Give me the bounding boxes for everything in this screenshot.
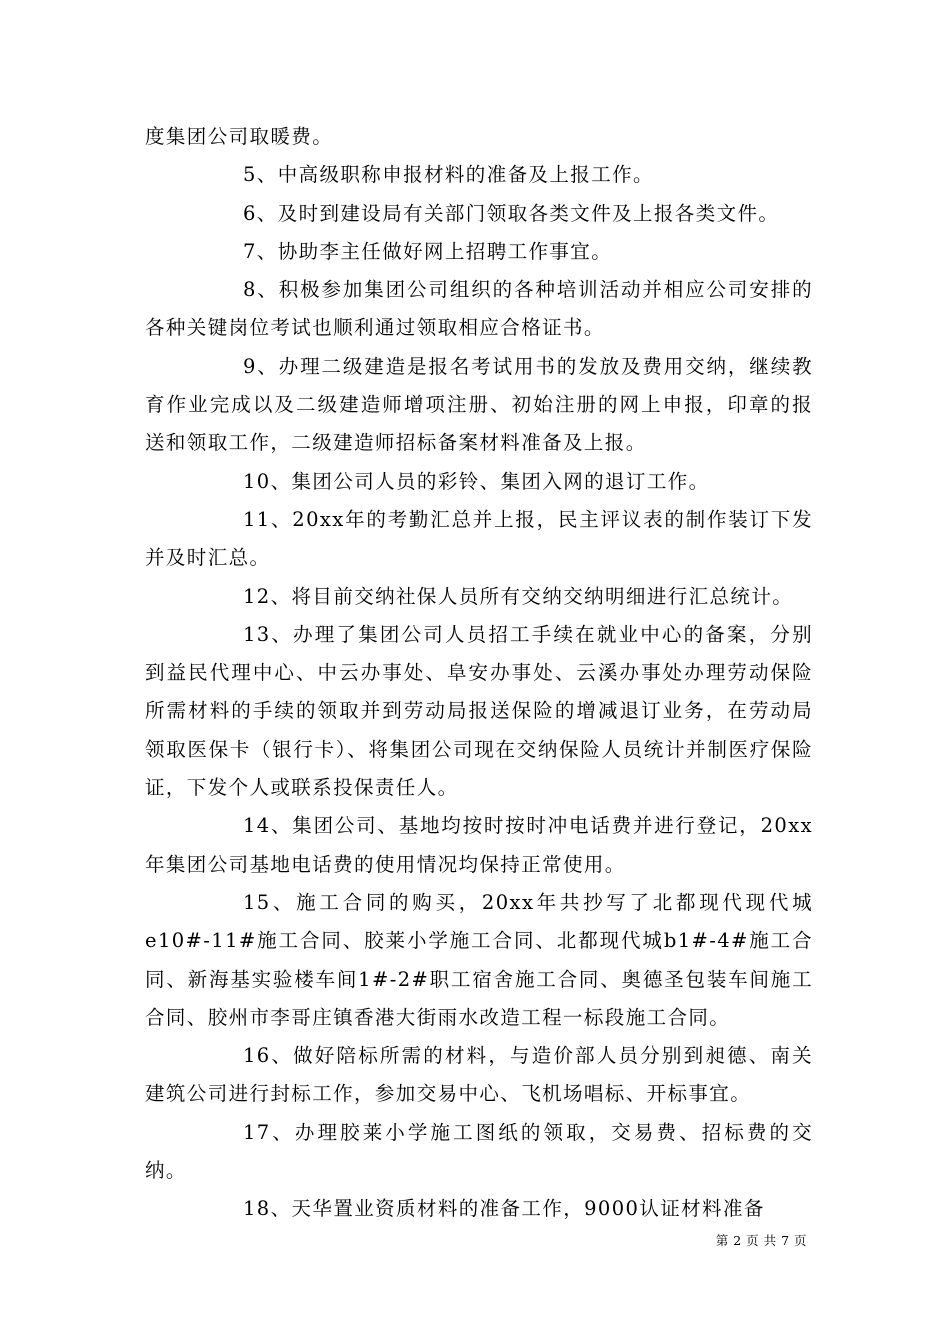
page-number-footer: 第 2 页 共 7 页	[715, 1233, 807, 1248]
paragraph-item-14: 14、集团公司、基地均按时按时冲电话费并进行登记，20xx年集团公司基地电话费的使用情况均保持正常使用。	[145, 814, 813, 876]
paragraph-item-8: 8、积极参加集团公司组织的各种培训活动并相应公司安排的各种关键岗位考试也顺利通过领取相应合格证书。	[145, 278, 813, 340]
paragraph-continuation: 度集团公司取暖费。	[145, 125, 334, 148]
paragraph-item-16: 16、做好陪标所需的材料，与造价部人员分别到昶德、南关建筑公司进行封标工作，参加交易中心、飞机场唱标、开标事宜。	[145, 1044, 813, 1106]
document-body	[145, 118, 813, 1229]
paragraph-item-13: 13、办理了集团公司人员招工手续在就业中心的备案，分别到益民代理中心、中云办事处、阜安办事处、云溪办事处办理劳动保险所需材料的手续的领取并到劳动局报送保险的增减退订业务，在劳动局领取医保卡（银行卡）、将集团公司现在交纳保险人员统计并制医疗保险证，下发个人或联系投保责任人。	[145, 622, 813, 800]
paragraph-item-9: 9、办理二级建造是报名考试用书的发放及费用交纳，继续教育作业完成以及二级建造师增项注册、初始注册的网上申报，印章的报送和领取工作，二级建造师招标备案材料准备及上报。	[145, 354, 813, 455]
paragraph-item-18: 18、天华置业资质材料的准备工作，9000认证材料准备	[243, 1197, 765, 1221]
paragraph-item-12: 12、将目前交纳社保人员所有交纳交纳明细进行汇总统计。	[243, 584, 794, 608]
paragraph-item-6: 6、及时到建设局有关部门领取各类文件及上报各类文件。	[243, 201, 780, 225]
paragraph-item-10: 10、集团公司人员的彩铃、集团入网的退订工作。	[243, 469, 710, 493]
paragraph-item-15: 15、施工合同的购买，20xx年共抄写了北都现代现代城e10#-11#施工合同、胶莱小学施工合同、北都现代城b1#-4#施工合同、新海基实验楼车间1#-2#职工宿舍施工合同、奥德圣包装车间施工合同、胶州市李哥庄镇香港大街雨水改造工程一标段施工合同。	[145, 890, 813, 1029]
paragraph-item-7: 7、协助李主任做好网上招聘工作事宜。	[243, 239, 613, 263]
paragraph-item-5: 5、中高级职称申报材料的准备及上报工作。	[243, 163, 654, 187]
paragraph-item-11: 11、20xx年的考勤汇总并上报，民主评议表的制作装订下发并及时汇总。	[145, 507, 813, 570]
paragraph-item-17: 17、办理胶莱小学施工图纸的领取，交易费、招标费的交纳。	[145, 1120, 813, 1183]
